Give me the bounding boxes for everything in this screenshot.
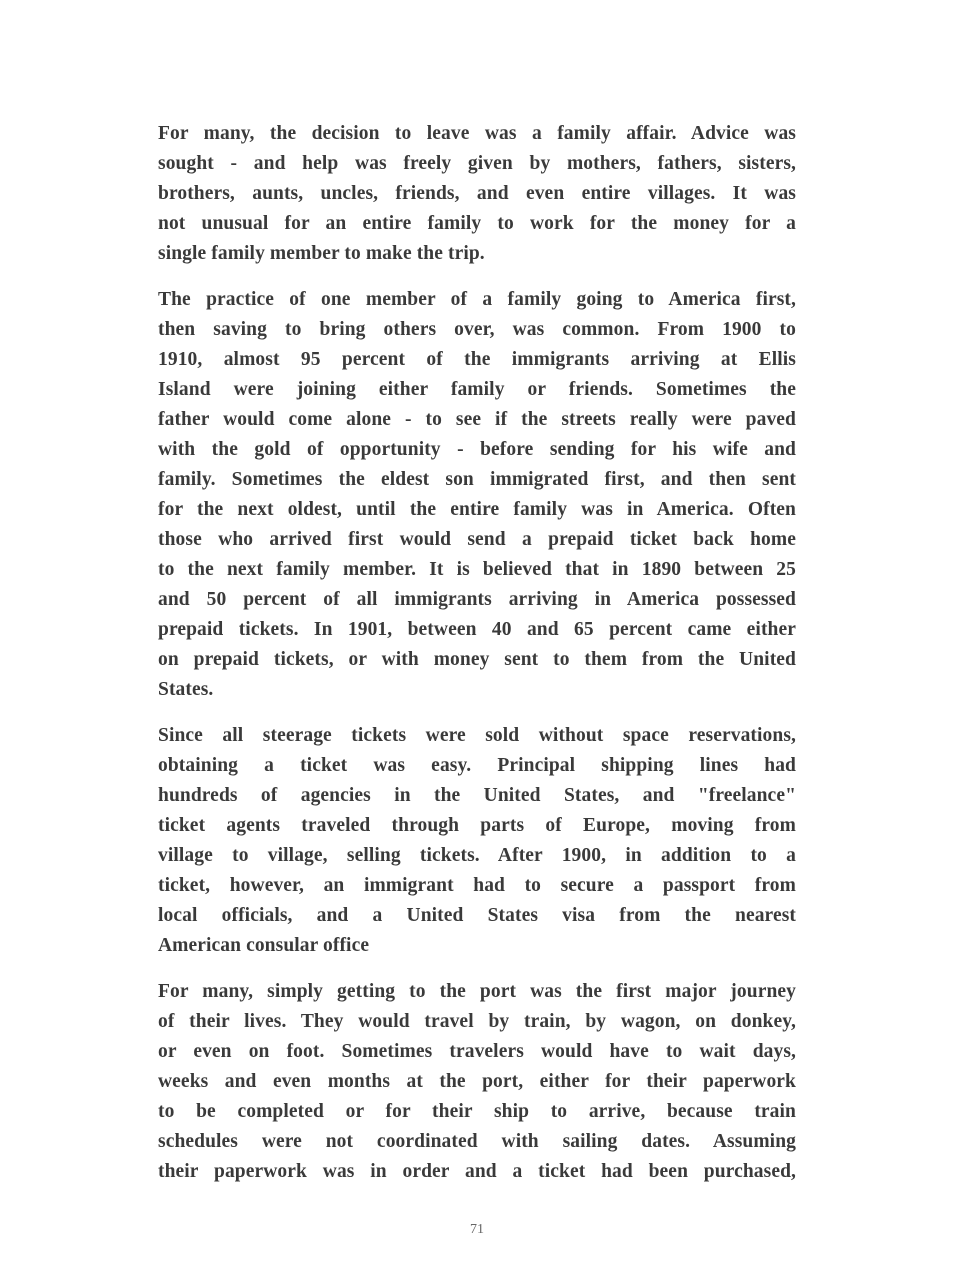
- paragraph-3: [158, 721, 796, 961]
- text-line: hundreds of agencies in the United States, and "freelance": [158, 785, 796, 806]
- text-line: their paperwork was in order and a ticket had been purchased,: [158, 1161, 796, 1182]
- text-line: For many, simply getting to the port was the first major journey: [158, 981, 796, 1002]
- paragraph-1: [158, 119, 796, 269]
- paragraph-4: [158, 977, 796, 1187]
- text-line: village to village, selling tickets. After 1900, in addition to a: [158, 845, 796, 866]
- text-line: for the next oldest, until the entire family was in America. Often: [158, 499, 796, 520]
- text-line: on prepaid tickets, or with money sent to them from the United: [158, 649, 796, 670]
- text-line: obtaining a ticket was easy. Principal shipping lines had: [158, 755, 796, 776]
- body-text: [158, 119, 796, 1203]
- text-line: or even on foot. Sometimes travelers would have to wait days,: [158, 1041, 796, 1062]
- text-line: For many, the decision to leave was a family affair. Advice was: [158, 123, 796, 144]
- text-line: prepaid tickets. In 1901, between 40 and 65 percent came either: [158, 619, 796, 640]
- text-line: those who arrived first would send a prepaid ticket back home: [158, 529, 796, 550]
- text-line: ticket agents traveled through parts of Europe, moving from: [158, 815, 796, 836]
- text-line: to be completed or for their ship to arrive, because train: [158, 1101, 796, 1122]
- text-line: sought - and help was freely given by mothers, fathers, sisters,: [158, 153, 796, 174]
- text-line: father would come alone - to see if the streets really were paved: [158, 409, 796, 430]
- text-line: 1910, almost 95 percent of the immigrants arriving at Ellis: [158, 349, 796, 370]
- text-line: schedules were not coordinated with sailing dates. Assuming: [158, 1131, 796, 1152]
- text-line: The practice of one member of a family going to America first,: [158, 289, 796, 310]
- text-line: ticket, however, an immigrant had to secure a passport from: [158, 875, 796, 896]
- text-line: with the gold of opportunity - before sending for his wife and: [158, 439, 796, 460]
- text-line: States.: [158, 679, 214, 700]
- text-line: weeks and even months at the port, either for their paperwork: [158, 1071, 796, 1092]
- text-line: brothers, aunts, uncles, friends, and even entire villages. It was: [158, 183, 796, 204]
- text-line: single family member to make the trip.: [158, 243, 485, 264]
- text-line: and 50 percent of all immigrants arriving in America possessed: [158, 589, 796, 610]
- text-line: then saving to bring others over, was common. From 1900 to: [158, 319, 796, 340]
- paragraph-2: [158, 285, 796, 705]
- page-number: 71: [470, 1222, 484, 1237]
- text-line: of their lives. They would travel by train, by wagon, on donkey,: [158, 1011, 796, 1032]
- text-line: American consular office: [158, 935, 370, 956]
- text-line: not unusual for an entire family to work for the money for a: [158, 213, 796, 234]
- text-line: local officials, and a United States visa from the nearest: [158, 905, 796, 926]
- text-line: family. Sometimes the eldest son immigrated first, and then sent: [158, 469, 796, 490]
- text-line: Since all steerage tickets were sold without space reservations,: [158, 725, 796, 746]
- text-line: Island were joining either family or friends. Sometimes the: [158, 379, 796, 400]
- text-line: to the next family member. It is believed that in 1890 between 25: [158, 559, 796, 580]
